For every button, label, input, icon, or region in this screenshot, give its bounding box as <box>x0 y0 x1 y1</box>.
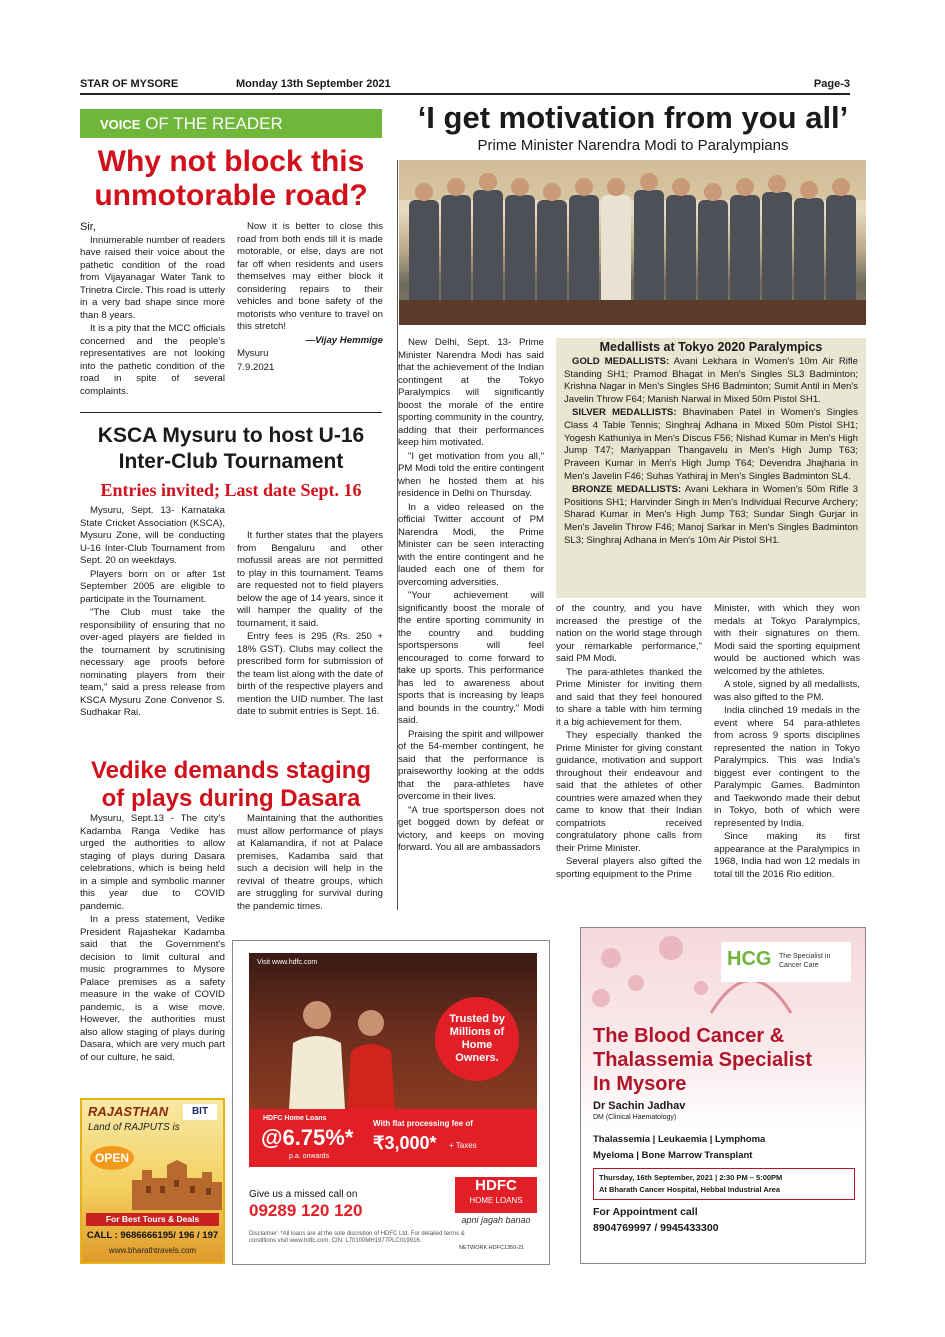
pm-c3-para-1: Minister, with which they won medals at Tokyo Paralympics, with their signatures on them. Modi said the sporting equipment would be auctioned which was welcomed by the athletes. <box>714 603 860 677</box>
rajasthan-phone: CALL : 9686666195/ 196 / 197 <box>86 1230 219 1241</box>
medallists-box <box>556 338 866 598</box>
hdfc-phone: 09289 120 120 <box>249 1201 363 1220</box>
pm-c3-para-3: India clinched 19 medals in the event where 54 para-athletes from across 9 sports disciplines represented the nation in Tokyo Paralympics. This was India's biggest ever contingent to the Paralympic Games. Badminton and Taekwondo made their debut in Tokyo, both of which were represented by India. <box>714 705 860 829</box>
gold-list <box>564 356 858 407</box>
hcg-event-time: Thursday, 16th September, 2021 | 2:30 PM – 5:00PM <box>599 1173 783 1182</box>
hdfc-disclaimer: Disclaimer: *All loans are at the sole discretion of HDFC Ltd. For detailed terms & conditions visit www.hdfc.com. CIN: L70100MH1977PLC019916. <box>249 1231 465 1244</box>
pm-col-2 <box>556 603 702 913</box>
voice-kicker: VOICE <box>100 117 141 132</box>
hcg-logo-tagline: The Specialist in Cancer Care <box>779 953 831 969</box>
open-badge: OPEN <box>90 1146 134 1170</box>
pm-col-1 <box>398 337 544 913</box>
hcg-phone: 8904769997 / 9945433300 <box>593 1222 719 1234</box>
rajasthan-ad <box>80 1098 225 1264</box>
hdfc-brand-2: HOME LOANS <box>469 1196 523 1205</box>
hdfc-rate-strip <box>249 1109 537 1167</box>
voice-col-1 <box>80 221 225 407</box>
ksca-col-1 <box>80 505 225 757</box>
vedike-headline-line1: Vedike demands staging <box>90 757 372 784</box>
hcg-title-line2: Thalassemia Specialist <box>593 1049 813 1071</box>
bronze-list <box>564 484 858 548</box>
photo-figures <box>399 160 866 325</box>
rajasthan-deals: For Best Tours & Deals <box>86 1213 219 1226</box>
pm-c1-para-6: "A true sportsperson does not get bogged down by defeat or victory, and keeps on moving forward. You all are ambassadors <box>398 804 544 853</box>
hcg-qualification: DM (Clinical Haematology) <box>593 1114 677 1121</box>
medallists-title: Medallists at Tokyo 2020 Paralympics <box>599 340 823 354</box>
voice-date: 7.9.2021 <box>237 361 275 373</box>
pm-headline: ‘I get motivation from you all’ <box>417 100 849 135</box>
hdfc-ad <box>232 940 550 1265</box>
ksca-col-2 <box>237 530 383 757</box>
ksca-para-2: Players born on or after 1st September 2005 are eligible to participate in the Tournament. <box>80 568 225 605</box>
hcg-logo-box <box>721 942 851 982</box>
voice-col-2 <box>237 221 383 407</box>
voice-place: Mysuru <box>237 348 269 359</box>
hcg-ad <box>580 927 866 1264</box>
pm-c1-para-1: New Delhi, Sept. 13- Prime Minister Narendra Modi has said that the achievement of the Indian contingent at the Tokyo Paralympics will significantly boost the morale of the entire sporting community in the country, adding that their performances keep him motivated. <box>398 337 544 448</box>
hdfc-fee-title: With flat processing fee of <box>373 1119 473 1128</box>
silver-list <box>564 407 858 484</box>
hdfc-logo <box>455 1177 537 1213</box>
rajasthan-title: RAJASTHAN <box>88 1104 169 1119</box>
bronze-names: Avani Lekhara in Women's 50m Rifle 3 Positions SH1; Harvinder Singh in Men's Individual Recurve Archery; Sharad Kumar in Men's High Jump T63; Sundar Singh Gurjar in Men's Javelin Throw F46; Manoj Sarkar in Men's Singles Badminton SL3; Singhraj Adhana in Men's 10m Air Pistol SH1. <box>564 483 858 546</box>
voice-para-3: Now it is better to close this road from both ends till it is made motorable, or else, days are not far off when residents and users themselves may either block it considering repairs to their vehicles and bone safety of the motorists who venture to travel on this stretch! <box>237 221 383 332</box>
hcg-specialities-2: Myeloma | Bone Marrow Transplant <box>593 1150 753 1161</box>
hdfc-website: Visit www.hdfc.com <box>257 959 318 966</box>
ksca-subhead: Entries invited; Last date Sept. 16 <box>100 480 362 500</box>
vedike-para-1: Mysuru, Sept.13 - The city's Kadamba Ranga Vedike has urged the authorities to allow staging of plays during Dasara celebrations, which is being held in a simple and symbolic manner this year due to COVID pandemic. <box>80 813 225 912</box>
hdfc-fee-sub: + Taxes <box>449 1141 477 1150</box>
hdfc-rate-sub: p.a. onwards <box>289 1153 330 1160</box>
ksca-headline-line1: KSCA Mysuru to host U-16 <box>97 424 365 447</box>
voice-para-1: Innumerable number of readers have raised their voice about the pathetic condition of the road from Vijayanagar Water Tank to Trinetra Circle. This road is utterly in a very bad shape since more than 8 years. <box>80 234 225 321</box>
voice-headline-line1: Why not block this <box>97 145 365 178</box>
issue-date: Monday 13th September 2021 <box>236 78 391 90</box>
pm-c1-para-2: "I get motivation from you all," PM Modi told the entire contingent when he hosted them at his residence in Delhi on Thursday. <box>398 450 544 499</box>
silver-heading: SILVER MEDALLISTS: <box>572 406 677 418</box>
hcg-logo: HCG <box>727 948 772 970</box>
ksca-headline <box>80 423 382 475</box>
pm-c3-para-4: Since making its first appearance at the Paralympics in 1968, India had won 12 medals in total till the 2016 Rio edition. <box>714 831 860 880</box>
hcg-event-box <box>593 1168 855 1200</box>
voice-headline-line2: unmotorable road? <box>94 179 368 212</box>
paper-name: STAR OF MYSORE <box>80 78 179 90</box>
hcg-title-line1: The Blood Cancer & <box>593 1025 785 1047</box>
hcg-specialities-1: Thalassemia | Leukaemia | Lymphoma <box>593 1134 766 1145</box>
gold-heading: GOLD MEDALLISTS: <box>572 355 670 367</box>
voice-headline <box>80 145 382 213</box>
pm-subhead: Prime Minister Narendra Modi to Paralympians <box>477 137 789 154</box>
vedike-headline <box>80 757 382 813</box>
vedike-para-3: Maintaining that the authorities must allow performance of plays at Kalamandira, if not at Palace premises, Kadamba said that such a decision will help in the revival of theatre groups, which are struggling for survival during the pandemic times. <box>237 813 383 912</box>
hdfc-rate: @6.75%* <box>261 1125 354 1150</box>
voice-salutation: Sir, <box>80 221 96 233</box>
ksca-para-4: It further states that the players from Bengaluru and other mofussil areas are not permitted to play in this tournament. Teams are requested not to field players below the age of 14 years, since it will hamper the quality of the tournament, it said. <box>237 530 383 629</box>
pm-c1-para-5: Praising the spirit and willpower of the 54-member contingent, he said that the performance is praiseworthy looking at the odds that the para-athletes have overcome in their lives. <box>398 728 544 802</box>
rajasthan-tagline: Land of RAJPUTS is <box>88 1122 180 1133</box>
gold-names: Avani Lekhara in Women's 10m Air Rifle Standing SH1; Pramod Bhagat in Men's Singles SL3 Badminton; Krishna Nagar in Men's Singles SH6 Badminton; Sumit Antil in Men's Javelin Throw F64; Manish Narwal in Mixed 50m Pistol SH1. <box>564 355 859 406</box>
voice-rule <box>80 412 382 413</box>
hdfc-loans-label: HDFC Home Loans <box>263 1115 327 1122</box>
pm-c2-para-1: of the country, and you have increased the prestige of the nation on the world stage through your remarkable performance," said PM Modi. <box>556 603 702 664</box>
masthead <box>80 78 850 94</box>
pm-c3-para-2: A stole, signed by all medallists, was also gifted to the PM. <box>714 679 860 703</box>
hcg-title-line3: In Mysore <box>593 1073 687 1095</box>
masthead-rule <box>80 93 850 95</box>
hdfc-fee: ₹3,000* <box>373 1133 437 1153</box>
pm-col-3 <box>714 603 860 913</box>
ksca-para-3: "The Club must take the responsibility of ensuring that no over-aged players are fielded in the tournament by scrutinising necessary age proofs before nominating players from their team," said a press release from KSCA Mysuru Zone Convenor S. Sudhakar Rai. <box>80 607 225 718</box>
vedike-headline-line2: of plays during Dasara <box>101 785 361 812</box>
fort-illustration <box>132 1150 222 1210</box>
pm-c2-para-4: Several players also gifted the sporting equipment to the Prime <box>556 856 702 880</box>
vedike-col-2 <box>237 813 383 928</box>
voice-banner <box>80 109 382 138</box>
pm-c1-para-4: "Your achievement will significantly boost the morale of the entire sporting community in the country and budding sportspersons will feel encouraged to come forward to take up sports. This performance has led to awareness about sports that is increasing by leaps and bounds in the country," Modi said. <box>398 590 544 726</box>
hcg-title <box>593 1024 863 1096</box>
hcg-appointment: For Appointment call <box>593 1206 698 1218</box>
pm-c2-para-2: The para-athletes thanked the Prime Minister for inviting them and said that they feel honoured to share a table with him terming it a big achievement for them. <box>556 666 702 728</box>
hdfc-trusted-badge: Trusted by Millions of Home Owners. <box>435 997 519 1081</box>
pm-c1-para-3: In a video released on the official Twitter account of PM Narendra Modi, the Prime Minister can be seen interacting with the entire contingent and he lauded each one of them for overcoming adversities. <box>398 501 544 588</box>
ksca-para-5: Entry fees is 295 (Rs. 250 + 18% GST). Clubs may collect the prescribed form for submission of the team list along with the date of birth of the respective players and mention the UID number. The last date to submit entries is Sept. 16. <box>237 631 383 717</box>
ksca-headline-line2: Inter-Club Tournament <box>118 450 344 473</box>
ksca-para-1: Mysuru, Sept. 13- Karnataka State Cricket Association (KSCA), Mysuru Zone, will be conducting U-16 Inter-Club Tournament from Sept. 20 on weekdays. <box>80 505 225 566</box>
vedike-para-2: In a press statement, Vedike President Rajashekar Kadamba said that the Government's decision to limit cultural and music programmes to Mysore Palace premises as a safety measure in the wake of COVID pandemic, is a wise move. However, the authorities must also allow staging of plays during Dasara, which are very much part of our culture, he said. <box>80 914 225 1063</box>
bronze-heading: BRONZE MEDALLISTS: <box>572 483 682 495</box>
rajasthan-web: www.bharathtravels.com <box>108 1246 197 1255</box>
hcg-doctor: Dr Sachin Jadhav <box>593 1100 686 1112</box>
page-number: Page-3 <box>813 78 850 90</box>
couple-illustration <box>269 993 419 1109</box>
hdfc-brand: HDFC <box>475 1177 517 1194</box>
hdfc-banner <box>249 953 537 1109</box>
hdfc-tagline: apni jagah banao <box>461 1215 531 1225</box>
paralympians-photo <box>399 160 866 325</box>
silver-names: Bhavinaben Patel in Women's Singles Class 4 Table Tennis; Singhraj Adhana in Mixed 50m Pistol SH1; Yogesh Kathuniya in Men's Discus F56; Nishad Kumar in Men's High Jump T47; Mariyappan Thangavelu in Men's High Jump T63; Praveen Kumar in Men's High Jump T64; Devendra Jhajharia in Men's Javelin F46; Suhas Yathiraj in Men's Singles Badminton SL4. <box>564 406 859 482</box>
hdfc-missed-call: Give us a missed call on <box>249 1189 358 1200</box>
voice-kicker-rest: OF THE READER <box>140 114 283 133</box>
vedike-col-1 <box>80 813 225 1095</box>
pm-c2-para-3: They especially thanked the Prime Minister for giving constant guidance, motivation and support throughout their endeavour and said that the athletes of other countries were amazed when they came to know that their Indian compatriots received congratulatory phone calls from their Prime Minister. <box>556 730 702 854</box>
hcg-event-venue: At Bharath Cancer Hospital, Hebbal Industrial Area <box>599 1185 781 1194</box>
bit-logo: BIT <box>183 1104 217 1120</box>
voice-signature: —Vijay Hemmige <box>305 334 383 346</box>
hdfc-network-code: NETWORK HDFC1350-21 <box>459 1245 525 1251</box>
voice-para-2: It is a pity that the MCC officials concerned and the people's representatives are not looking into the pathetic condition of the road in spite of several complaints. <box>80 323 225 397</box>
